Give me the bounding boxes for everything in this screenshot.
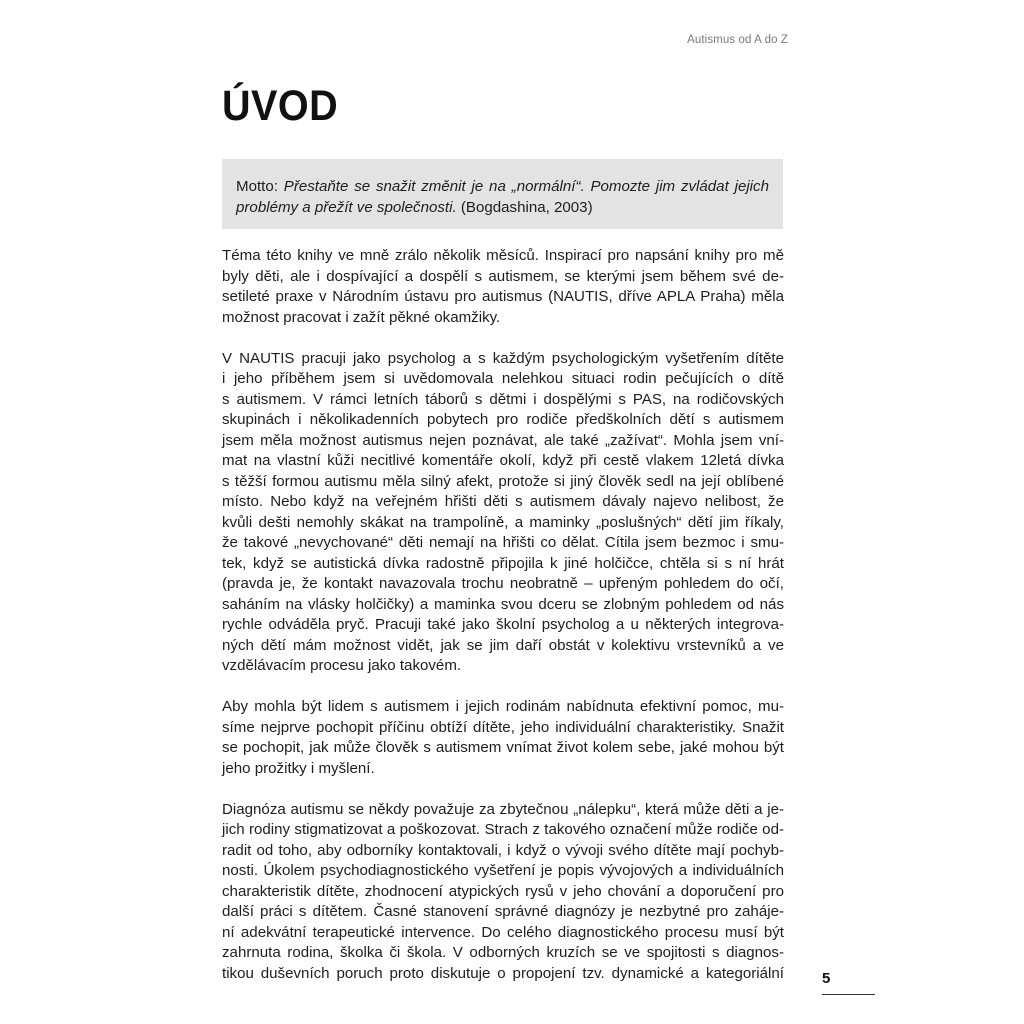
page-number: 5 xyxy=(822,970,831,987)
text-line: Aby mohla být lidem s autismem i jejich rodinám nabídnuta efektivní pomoc, mu- xyxy=(222,698,784,715)
text-line: ných dětí mám možnost vidět, jak se jim daří obstát v kolektivu vrstevníků a ve xyxy=(222,636,784,654)
text-line: charakteristik dítěte, zhodnocení atypických rysů v jeho chování a doporučení pro xyxy=(222,882,784,900)
text-line: nosti. Úkolem psychodiagnostického vyšetření je popis vývojových a individuálních xyxy=(222,862,784,879)
text-line: mat na vlastní kůži necitlivé komentáře okolí, když při cestě vlakem 12letá dívka xyxy=(222,452,784,469)
text-line: (pravda je, že kontakt navazovala trochu neobratně – upřeným pohledem do očí, xyxy=(222,575,784,592)
paragraph xyxy=(222,246,784,328)
text-line: ní adekvátní terapeutické intervence. Do celého diagnostického procesu musí být xyxy=(222,923,784,941)
running-header: Autismus od A do Z xyxy=(687,34,788,46)
text-line: i jeho příběhem jsem si uvědomovala nelehkou situaci rodin pečujících o dítě xyxy=(222,370,784,387)
text-line: síme nejprve pochopit příčinu obtíží dítěte, jeho individuální charakteristiky. Snažit xyxy=(222,718,784,736)
text-line: vzdělávacím procesu jako takovém. xyxy=(222,657,462,674)
text-line: se pochopit, jak může člověk s autismem vnímat život kolem sebe, jaké mohou být xyxy=(222,739,784,756)
text-line: Téma této knihy ve mně zrálo několik měsíců. Inspirací pro napsání knihy pro mě xyxy=(222,247,784,264)
text-line: byly děti, ale i dospívající a dospělí s autismem, se kterými jsem během své de- xyxy=(222,267,784,285)
motto-line-2 xyxy=(236,198,769,219)
text-line: s těžší formou autismu měla silný afekt, protože si jiný člověk sedl na její oblíbené xyxy=(222,472,784,490)
text-line: rychle odváděla pryč. Pracuji také jako školní psycholog a u některých integrova- xyxy=(222,616,784,633)
text-line: Diagnóza autismu se někdy považuje za zbytečnou „nálepku“, která může děti a je- xyxy=(222,800,784,818)
text-line: další práci s dítětem. Časné stanovení správné diagnózy je nezbytné pro zaháje- xyxy=(222,903,784,920)
text-line: jich rodiny stigmatizovat a poškozovat. Strach z takového označení může rodiče od- xyxy=(222,821,784,838)
text-line: tek, když se autistická dívka radostně připojila k jiné holčičce, chtěla si s ní hrát xyxy=(222,554,784,572)
text-line: místo. Nebo když na veřejném hřišti děti s autismem dávaly najevo nelibost, že xyxy=(222,493,784,510)
paragraph xyxy=(222,800,784,985)
text-line: že takové „nevychované“ děti nemají na hřišti co dělat. Cítila jsem bezmoc i smu- xyxy=(222,534,784,551)
paragraph xyxy=(222,349,784,677)
motto-line-1 xyxy=(236,177,769,198)
motto-citation: (Bogdashina, 2003) xyxy=(456,198,593,216)
text-line: radit od toho, aby odborníky kontaktovali, i když o vývoji svého dítěte mají pochyb- xyxy=(222,841,784,859)
text-line: možnost pracovat i zažít pěkné okamžiky. xyxy=(222,308,501,326)
text-line: tikou duševních poruch proto diskutuje o propojení tzv. dynamické a kategoriální xyxy=(222,964,784,982)
text-line: V NAUTIS pracuji jako psycholog a s každým psychologickým vyšetřením dítěte xyxy=(222,349,784,367)
text-line: kvůli dešti nemohly skákat na trampolíně, a maminky „poslušných“ dětí jim říkaly, xyxy=(222,513,784,531)
text-line: s autismem. V rámci letních táborů s dětmi i dospělými s PAS, na rodičovských xyxy=(222,390,784,408)
paragraph xyxy=(222,697,784,779)
motto-label: Motto: xyxy=(236,178,284,195)
motto-quote-part-1: Přestaňte se snažit změnit je na „normální“. Pomozte jim zvládat jejich xyxy=(283,178,769,195)
body-text xyxy=(222,246,784,1005)
text-line: jsem měla možnost autismus nejen poznávat, ale také „zažívat“. Mohla jsem vní- xyxy=(222,431,784,449)
text-line: saháním na vlásky holčičky) a maminka svou dceru se zlobným pohledem od nás xyxy=(222,595,784,613)
motto-quote-part-2: problémy a přežít ve společnosti. xyxy=(236,198,457,216)
text-line: setileté praxe v Národním ústavu pro autismus (NAUTIS, dříve APLA Praha) měla xyxy=(222,288,784,305)
text-line: zahrnuta rodina, školka či škola. V odborných kruzích se ve spojitosti s diagnos- xyxy=(222,944,784,961)
motto-box xyxy=(222,159,783,229)
page-number-rule xyxy=(822,994,875,995)
text-line: jeho prožitky i myšlení. xyxy=(222,759,375,777)
chapter-title: ÚVOD xyxy=(222,82,339,130)
text-line: skupinách i několikadenních pobytech pro rodiče předškolních dětí s autismem xyxy=(222,411,784,428)
